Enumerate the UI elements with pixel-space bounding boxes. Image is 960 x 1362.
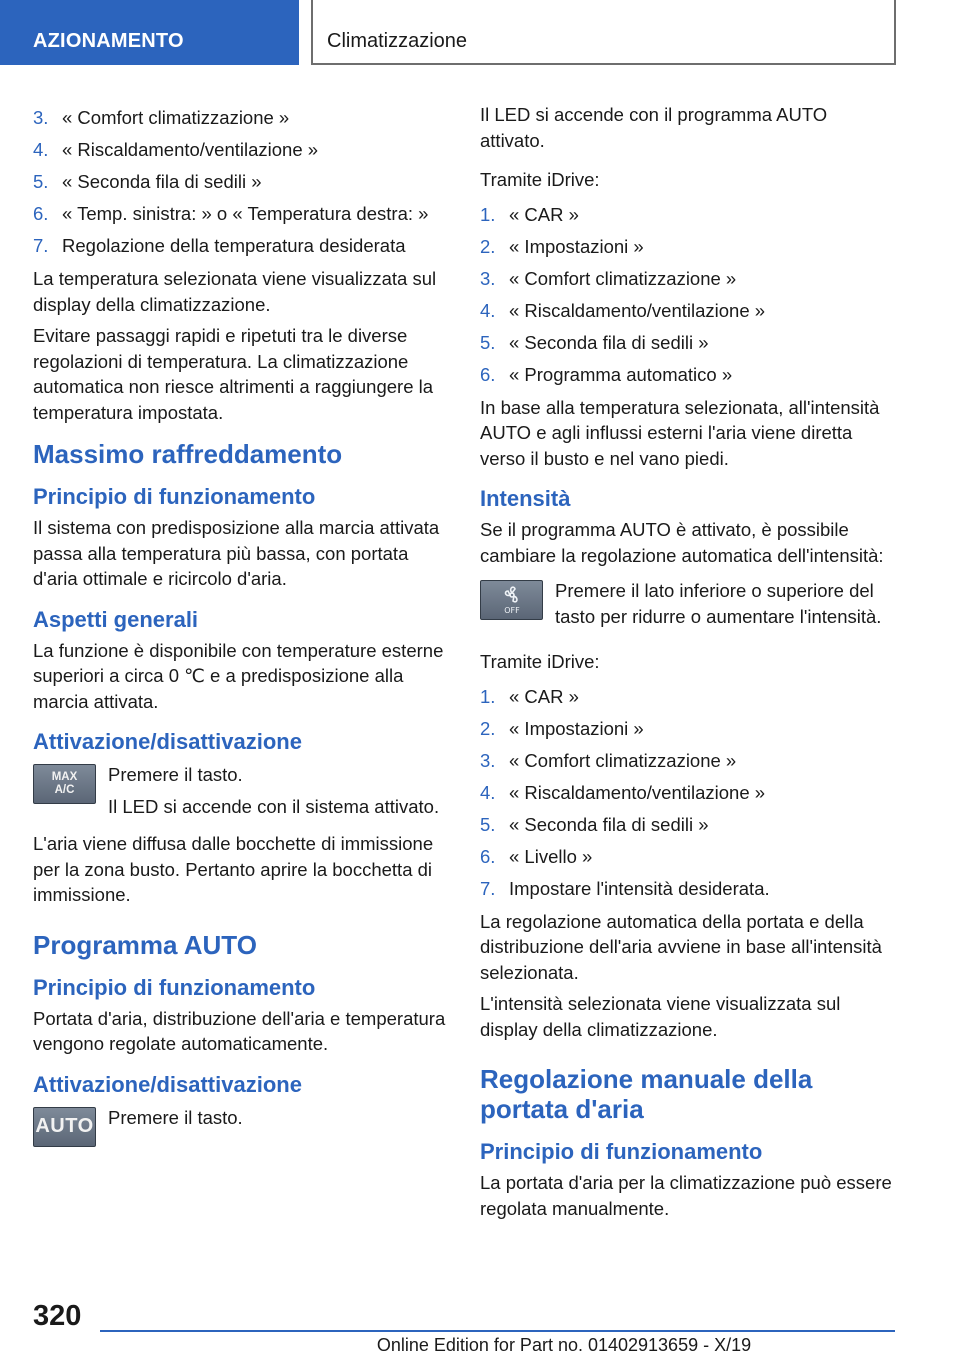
heading-regolazione-manuale: Regolazione manuale della portata d'aria <box>480 1064 813 1124</box>
paragraph: L'intensità selezionata viene visualizzata sul display della climatizzazione. <box>480 993 841 1040</box>
chapter-title: Climatizzazione <box>311 0 896 65</box>
footer-divider <box>100 1330 895 1332</box>
list-item: 6. « Temp. sinistra: » o « Temperatura destra: » <box>33 203 429 224</box>
heading-principio: Principio di funzionamento <box>33 974 316 1000</box>
list-item: 2. « Impostazioni » <box>480 717 644 739</box>
paragraph: La portata d'aria per la climatizzazione può essere regolata manualmente. <box>480 1172 892 1219</box>
list-item: 2. « Impostazioni » <box>480 235 644 257</box>
heading-massimo-raffreddamento: Massimo raffreddamento <box>33 439 343 469</box>
heading-intensita: Intensità <box>480 486 571 511</box>
list-item: 3. « Comfort climatizzazione » <box>480 267 737 289</box>
intro-steps-list <box>33 102 448 262</box>
idrive-steps-list <box>480 681 895 905</box>
fan-button-icon <box>480 580 543 620</box>
paragraph: Tramite iDrive: <box>480 169 600 190</box>
list-item: 7. Impostare l'intensità desiderata. <box>480 877 770 899</box>
paragraph: Il sistema con predisposizione alla marcia attivata passa alla temperatura più bassa, con portata d'aria ottimale e ricircolo d'aria. <box>33 517 440 589</box>
list-item: 4. « Riscaldamento/ventilazione » <box>33 139 319 160</box>
paragraph: Premere il lato inferiore o superiore del tasto per ridurre o aumentare l'intensità. <box>555 580 882 627</box>
paragraph: La funzione è disponibile con temperature esterne superiori a circa 0 ℃ e a predisposizione alla marcia attivata. <box>33 639 444 712</box>
paragraph: Se il programma AUTO è attivato, è possibile cambiare la regolazione automatica dell'intensità: <box>480 519 884 566</box>
auto-button-icon: AUTO <box>33 1107 96 1147</box>
paragraph: Premere il tasto. <box>108 1106 243 1128</box>
list-item: 1. « CAR » <box>480 685 579 707</box>
heading-principio: Principio di funzionamento <box>480 1139 763 1164</box>
svg-text:OFF: OFF <box>503 606 520 615</box>
list-item: 5. « Seconda fila di sedili » <box>480 331 709 353</box>
heading-attivazione: Attivazione/disattivazione <box>33 729 302 754</box>
list-item: 1. « CAR » <box>480 203 579 225</box>
paragraph: Portata d'aria, distribuzione dell'aria e temperatura vengono regolate automaticamente. <box>33 1007 446 1054</box>
paragraph: L'aria viene diffusa dalle bocchette di immissione per la zona busto. Pertanto aprire la bocchetta di immissione. <box>33 833 434 905</box>
list-item: 6. « Programma automatico » <box>480 363 733 385</box>
auto-block <box>33 1105 448 1147</box>
paragraph: La regolazione automatica della portata e della distribuzione dell'aria avviene in base all'intensità selezionata. <box>480 910 882 983</box>
page-number: 320 <box>33 1300 82 1332</box>
list-item: 4. « Riscaldamento/ventilazione » <box>480 299 766 321</box>
paragraph: La temperatura selezionata viene visualizzata sul display della climatizzazione. <box>33 268 437 315</box>
max-ac-block <box>33 762 448 825</box>
paragraph: In base alla temperatura selezionata, all'intensità AUTO e agli influssi esterni l'aria viene diretta verso il busto e nel vano piedi. <box>480 396 880 469</box>
heading-principio: Principio di funzionamento <box>33 484 316 509</box>
list-item: 3. « Comfort climatizzazione » <box>33 107 290 128</box>
paragraph: Premere il tasto. <box>108 764 243 785</box>
paragraph: Tramite iDrive: <box>480 651 600 672</box>
fan-icon <box>492 584 532 616</box>
list-item: 3. « Comfort climatizzazione » <box>480 749 737 771</box>
right-column <box>480 102 895 1227</box>
list-item: 5. « Seconda fila di sedili » <box>33 171 262 192</box>
heading-programma-auto: Programma AUTO <box>33 929 257 960</box>
list-item: 6. « Livello » <box>480 845 593 867</box>
paragraph: Il LED si accende con il programma AUTO attivato. <box>480 104 828 151</box>
list-item: 5. « Seconda fila di sedili » <box>480 813 709 835</box>
list-item: 4. « Riscaldamento/ventilazione » <box>480 781 766 803</box>
heading-attivazione: Attivazione/disattivazione <box>33 1071 302 1097</box>
idrive-steps-list <box>480 199 895 391</box>
left-column <box>33 102 448 1153</box>
max-ac-button-icon: MAX A/C <box>33 764 96 804</box>
paragraph: Il LED si accende con il sistema attivato. <box>108 795 440 817</box>
section-tab: AZIONAMENTO <box>0 0 299 65</box>
list-item: 7. Regolazione della temperatura desiderata <box>33 235 406 256</box>
heading-aspetti-generali: Aspetti generali <box>33 606 199 632</box>
edition-footer: Online Edition for Part no. 01402913659 - X/19 <box>376 1335 752 1355</box>
paragraph: Evitare passaggi rapidi e ripetuti tra le diverse regolazioni di temperatura. La climatizzazione automatica non riesce altrimenti a raggiungere la temperatura impostata. <box>33 325 434 423</box>
fan-block <box>480 578 895 635</box>
